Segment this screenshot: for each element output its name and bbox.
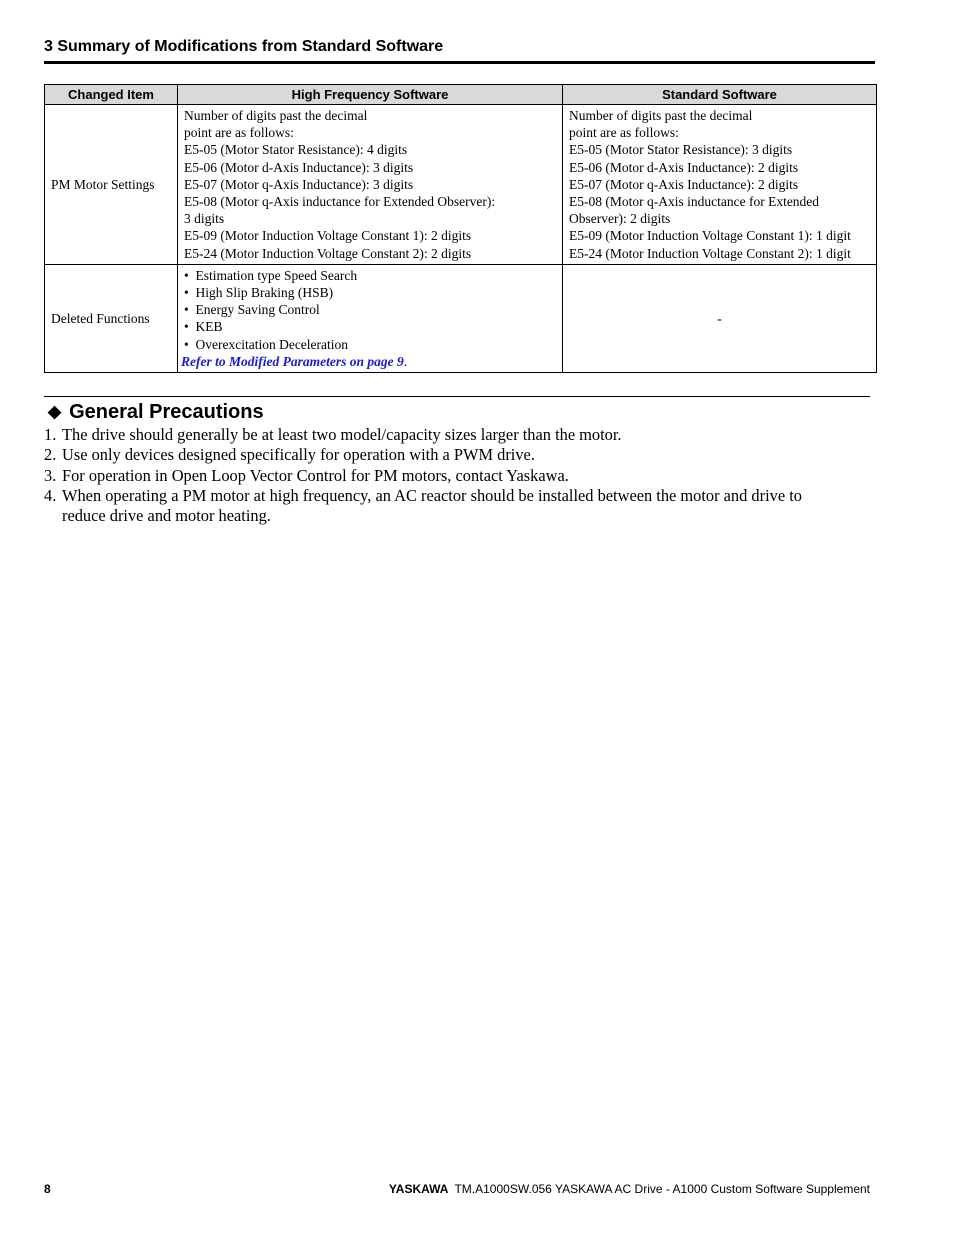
- cell-line: E5-06 (Motor d-Axis Inductance): 3 digits: [184, 159, 414, 175]
- column-header-standard: Standard Software: [563, 85, 877, 105]
- diamond-icon: ◆: [48, 402, 62, 421]
- cell-line: Number of digits past the decimal: [184, 108, 368, 123]
- section-header: 3 Summary of Modifications from Standard Software: [44, 37, 875, 64]
- bullet-item: • Overexcitation Deceleration: [184, 336, 349, 352]
- cell-line: 3 digits: [184, 211, 225, 227]
- precautions-heading: [48, 400, 264, 425]
- high-frequency-cell: [178, 264, 563, 372]
- modifications-table: [44, 84, 877, 373]
- table-header-row: [45, 85, 877, 105]
- cell-line: E5-05 (Motor Stator Resistance): 3 digits: [569, 142, 793, 158]
- cell-line: E5-07 (Motor q-Axis Inductance): 2 digits: [569, 176, 799, 192]
- modified-parameters-link[interactable]: Refer to Modified Parameters on page 9: [181, 353, 404, 369]
- high-frequency-cell: [178, 105, 563, 265]
- cell-line: Number of digits past the decimal: [569, 108, 753, 123]
- table-row: [45, 264, 877, 372]
- cell-line: E5-06 (Motor d-Axis Inductance): 2 digits: [569, 159, 799, 175]
- cell-line: E5-08 (Motor q-Axis inductance for Extended: [569, 194, 820, 210]
- changed-item-cell: Deleted Functions: [45, 264, 178, 372]
- cell-line: E5-08 (Motor q-Axis inductance for Extended Observer):: [184, 194, 496, 210]
- cell-line: point are as follows:: [569, 125, 679, 141]
- bullet-item: • KEB: [184, 319, 223, 335]
- bullet-item: • Energy Saving Control: [184, 302, 320, 318]
- footer-doc-title: TM.A1000SW.056 YASKAWA AC Drive - A1000 Custom Software Supplement: [454, 1182, 870, 1196]
- bullet-item: • High Slip Braking (HSB): [184, 285, 334, 301]
- list-item: 4. When operating a PM motor at high frequency, an AC reactor should be installed between the motor and drive to reduce drive and motor heating.: [44, 485, 802, 526]
- table-row: [45, 105, 877, 265]
- cell-line: E5-09 (Motor Induction Voltage Constant 1): 2 digits: [184, 228, 472, 244]
- precautions-title: General Precautions: [69, 401, 264, 423]
- standard-cell-empty: -: [563, 264, 877, 372]
- list-item: 3. For operation in Open Loop Vector Control for PM motors, contact Yaskawa.: [44, 465, 569, 485]
- precautions-list: [44, 425, 844, 526]
- cell-line: point are as follows:: [184, 125, 294, 141]
- page-number: 8: [44, 1182, 51, 1196]
- cell-line: E5-24 (Motor Induction Voltage Constant 2): 2 digits: [184, 245, 472, 261]
- link-suffix: .: [403, 353, 408, 369]
- column-header-changed-item: Changed Item: [45, 85, 178, 105]
- cell-line: Observer): 2 digits: [569, 211, 671, 227]
- section-divider: [44, 396, 870, 397]
- footer-doc-info: [389, 1182, 870, 1196]
- list-item: 2. Use only devices designed specifically for operation with a PWM drive.: [44, 445, 535, 465]
- cell-line: E5-05 (Motor Stator Resistance): 4 digits: [184, 142, 408, 158]
- column-header-high-frequency: High Frequency Software: [178, 85, 563, 105]
- cell-line: E5-07 (Motor q-Axis Inductance): 3 digits: [184, 176, 414, 192]
- cell-line: E5-24 (Motor Induction Voltage Constant 2): 1 digit: [569, 245, 851, 261]
- reference-line: [181, 353, 556, 370]
- bullet-item: • Estimation type Speed Search: [184, 267, 358, 283]
- standard-cell: [563, 105, 877, 265]
- changed-item-cell: PM Motor Settings: [45, 105, 178, 265]
- list-item: 1. The drive should generally be at least two model/capacity sizes larger than the motor.: [44, 425, 622, 444]
- footer-brand: YASKAWA: [388, 1182, 449, 1196]
- cell-line: E5-09 (Motor Induction Voltage Constant 1): 1 digit: [569, 228, 851, 244]
